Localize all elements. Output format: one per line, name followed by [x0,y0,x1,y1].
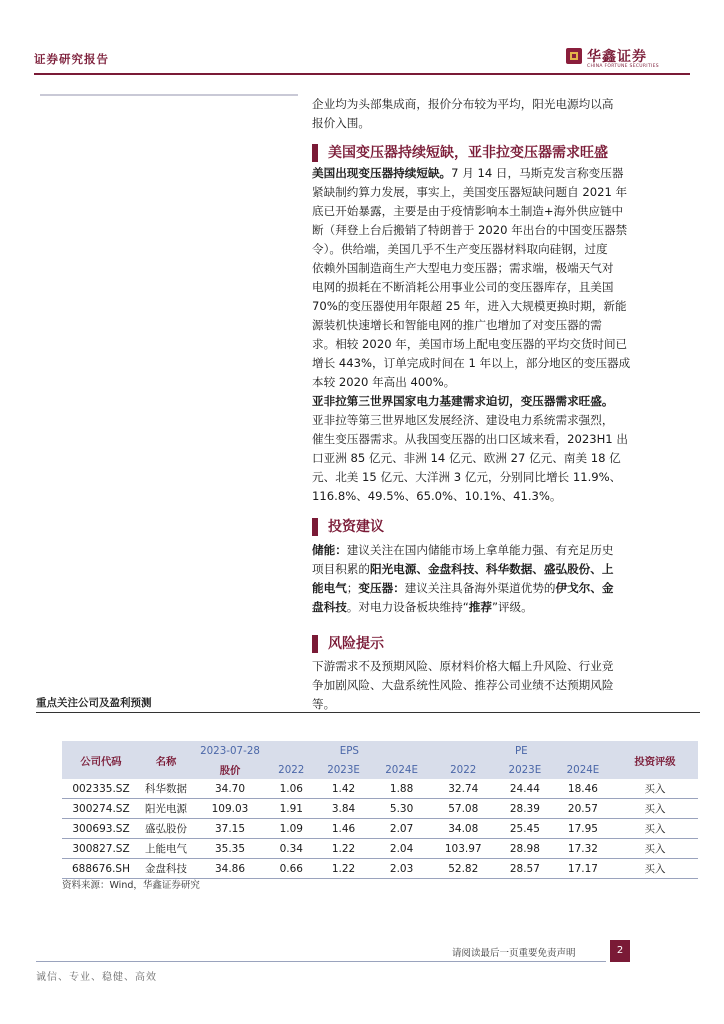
text-line: 企业均为头部集成商，报价分布较为平均，阳光电源均以高 [312,97,614,111]
cell-price: 34.70 [214,782,246,795]
cell-pe-2024e: 18.46 [567,782,598,795]
text-line: 紧缺制约算力发展，事实上，美国变压器短缺问题自 2021 年 [312,185,628,199]
cell-eps-2022: 0.34 [279,842,303,855]
cell-eps-2024e: 2.03 [389,862,414,875]
text-run: 建议关注在国内储能市场上拿单能力强、有充足历史 [346,543,614,557]
text-line: 电网的损耗在不断消耗公用事业公司的变压器库存，且美国 [312,280,614,294]
text-line [312,541,704,560]
col-header-eps-2023e: 2023E [315,760,373,779]
bold-run: 推荐 [468,600,492,614]
cell-eps-2024e: 5.30 [389,802,414,815]
cell-eps-2024e: 1.88 [389,782,414,795]
text-line: 70%的变压器使用年限超 25 年，进入大规模更换时期，新能 [312,299,627,313]
heading-bar [312,144,318,162]
company-logo [566,48,696,72]
section3-body [312,657,704,714]
data-source-note: 资料来源：Wind，华鑫证券研究 [62,880,200,891]
logo-name: 华鑫证券 [587,49,647,65]
text-line: 等。 [312,697,336,711]
heading-text: 风险提示 [328,636,384,652]
col-header-eps-2024e: 2024E [373,760,431,779]
col-header-name: 名称 [140,741,192,779]
text-line: 116.8%、49.5%、65.0%、10.1%、41.3%。 [312,489,562,503]
cell-eps-2022: 1.09 [279,822,303,835]
col-header-code: 公司代码 [62,741,140,779]
text-run: 7 月 14 日，马斯克发言称变压器 [451,166,624,180]
heading-text: 投资建议 [328,519,384,535]
cell-name: 上能电气 [145,843,187,855]
text-line [312,560,704,579]
cell-rating: 买入 [644,823,666,835]
bold-run: 盘科技 [312,600,347,614]
cell-eps-2022: 1.06 [279,782,303,795]
cell-eps-2023e: 1.22 [331,862,356,875]
table-row [62,819,698,839]
col-header-pe: PE [431,741,612,760]
cell-name: 金盘科技 [145,863,187,875]
cell-name: 科华数据 [145,783,187,795]
cell-pe-2024e: 17.32 [567,842,598,855]
cell-code: 300827.SZ [72,842,130,855]
bold-run: 阳光电源、金盘科技、科华数据、盛弘股份、上 [369,562,614,576]
logo-english-name: CHINA FORTUNE SECURITIES [587,64,659,69]
heading-bar [312,635,318,653]
text-line: 增长 443%，订单完成时间在 1 年以上，部分地区的变压器成 [312,356,631,370]
cell-eps-2023e: 1.42 [331,782,356,795]
cell-pe-2024e: 17.95 [567,822,598,835]
text-line: 报价入围。 [312,116,370,130]
cell-eps-2023e: 1.46 [331,822,356,835]
header-divider [34,73,690,75]
text-line: 令）。供给端，美国几乎不生产变压器材料取向硅钢，过度 [312,242,608,256]
cell-price: 37.15 [214,822,246,835]
col-header-date: 2023-07-28 [192,741,268,760]
col-header-pe-2024e: 2024E [554,760,612,779]
cell-rating: 买入 [644,843,666,855]
bold-run: 伊戈尔、金 [555,581,614,595]
cell-pe-2022: 103.97 [444,842,482,855]
bold-run: 变压器： [358,581,405,595]
section1-body [312,164,704,506]
col-header-pe-2023e: 2023E [496,760,554,779]
bold-lead: 美国出现变压器持续短缺。 [312,166,452,180]
sidebar-divider [40,94,298,96]
text-line: 亚非拉等第三世界地区发展经济、建设电力系统需求强烈， [312,413,614,427]
earnings-forecast-table [62,741,698,879]
cell-code: 688676.SH [72,862,130,875]
text-line: 本较 2020 年高出 400%。 [312,375,456,389]
text-run: ”评级。 [491,600,533,614]
cell-rating: 买入 [644,803,666,815]
text-line: 口亚洲 85 亿元、非洲 14 亿元、欧洲 27 亿元、南美 18 亿 [312,451,621,465]
col-header-pe-2022: 2022 [431,760,496,779]
bold-run: 能电气 [312,581,347,595]
cell-name: 阳光电源 [145,803,187,815]
cell-pe-2022: 52.82 [448,862,479,875]
logo-mark-icon [566,48,582,64]
page-number: 2 [610,940,630,962]
bold-lead: 亚非拉第三世界国家电力基建需求迫切，变压器需求旺盛。 [312,394,614,408]
cell-eps-2023e: 3.84 [331,802,356,815]
text-line [312,579,704,598]
text-line: 断（拜登上台后搬销了特朗普于 2020 年出台的中国变压器禁 [312,223,628,237]
footer-divider [36,961,606,962]
cell-pe-2023e: 28.98 [509,842,540,855]
col-header-eps: EPS [268,741,431,760]
cell-price: 34.86 [214,862,246,875]
text-line: 依赖外国制造商生产大型电力变压器；需求端，极端天气对 [312,261,614,275]
cell-pe-2023e: 28.57 [509,862,540,875]
cell-eps-2023e: 1.22 [331,842,356,855]
cell-pe-2022: 57.08 [448,802,479,815]
table-row [62,859,698,879]
cell-pe-2023e: 25.45 [509,822,540,835]
cell-price: 109.03 [211,802,249,815]
disclaimer-note: 请阅读最后一页重要免责声明 [452,948,576,959]
text-line: 元、北美 15 亿元、大洋洲 3 亿元，分别同比增长 11.9%、 [312,470,622,484]
cell-price: 35.35 [214,842,246,855]
text-line [312,164,704,183]
text-line: 争加剧风险、大盘系统性风险、推荐公司业绩不达预期风险 [312,678,614,692]
text-line [312,598,704,617]
table-title: 重点关注公司及盈利预测 [36,697,152,709]
table-row [62,839,698,859]
text-line [312,392,704,411]
cell-eps-2022: 1.91 [279,802,303,815]
bold-run: 储能： [312,543,347,557]
cell-pe-2024e: 17.17 [567,862,598,875]
text-line: 求。相较 2020 年，美国市场上配电变压器的平均交货时间已 [312,337,628,351]
heading-text: 美国变压器持续短缺，亚非拉变压器需求旺盛 [328,145,608,161]
text-line: 催生变压器需求。从我国变压器的出口区域来看，2023H1 出 [312,432,628,446]
cell-rating: 买入 [644,863,666,875]
section2-body [312,541,704,617]
cell-code: 002335.SZ [72,782,130,795]
cell-eps-2022: 0.66 [279,862,303,875]
table-title-rule [36,712,700,713]
cell-eps-2024e: 2.04 [389,842,414,855]
report-type-label: 证券研究报告 [34,52,109,66]
col-header-rating: 投资评级 [612,741,698,779]
company-motto: 诚信、专业、稳健、高效 [36,972,157,983]
text-run: ； [346,581,359,595]
cell-name: 盛弘股份 [145,823,187,835]
table-row [62,799,698,819]
intro-paragraph [312,95,704,133]
text-run: 项目积累的 [312,562,370,576]
text-line: 源装机快速增长和智能电网的推广也增加了对变压器的需 [312,318,602,332]
cell-eps-2024e: 2.07 [389,822,414,835]
text-line: 底已开始暴露，主要是由于疫情影响本土制造+海外供应链中 [312,204,624,218]
cell-code: 300274.SZ [72,802,130,815]
text-run: 建议关注具备海外渠道优势的 [404,581,556,595]
cell-code: 300693.SZ [72,822,130,835]
text-line: 下游需求不及预期风险、原材料价格大幅上升风险、行业竞 [312,659,614,673]
cell-rating: 买入 [644,783,666,795]
cell-pe-2023e: 24.44 [509,782,540,795]
cell-pe-2023e: 28.39 [509,802,540,815]
text-run: 。对电力设备板块维持“ [346,600,469,614]
cell-pe-2022: 32.74 [448,782,479,795]
cell-pe-2024e: 20.57 [567,802,598,815]
col-header-price: 股价 [192,760,268,779]
heading-bar [312,518,318,536]
cell-pe-2022: 34.08 [448,822,479,835]
table-row [62,779,698,799]
col-header-eps-2022: 2022 [268,760,315,779]
